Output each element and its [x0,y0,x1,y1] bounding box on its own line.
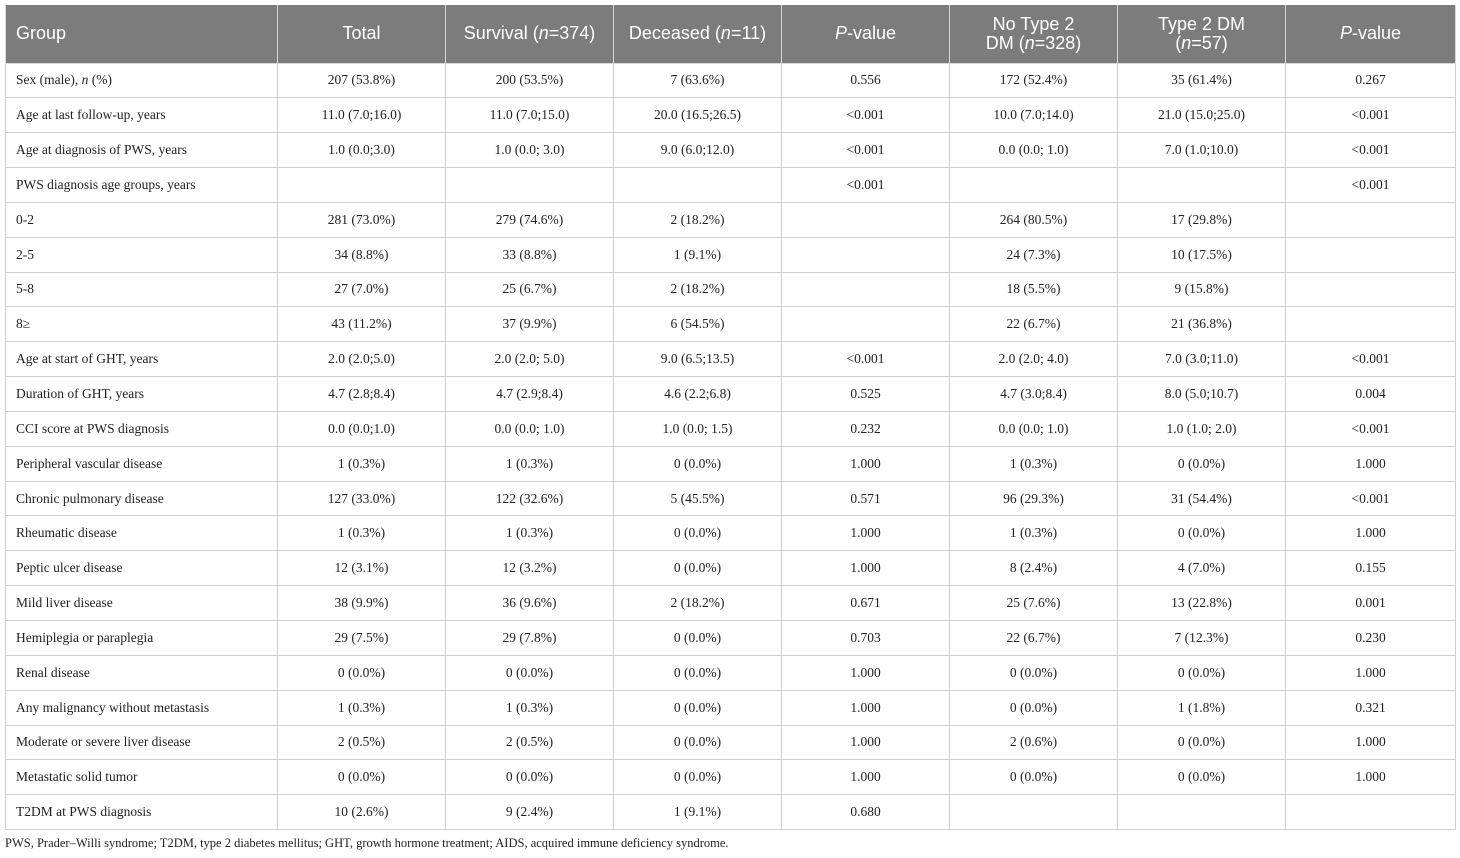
cell-total: 34 (8.8%) [278,237,446,272]
cell-pvalue-dm: 0.321 [1286,690,1456,725]
cell-no-type2-dm: 1 (0.3%) [950,516,1118,551]
cell-no-type2-dm: 4.7 (3.0;8.4) [950,377,1118,412]
row-label: Sex (male), n (%) [6,63,278,98]
cell-total: 38 (9.9%) [278,586,446,621]
header-deceased: Deceased (n=11) [614,5,782,63]
cell-pvalue-survival: 1.000 [782,446,950,481]
cell-total: 12 (3.1%) [278,551,446,586]
row-label: Age at last follow-up, years [6,98,278,133]
cell-deceased: 5 (45.5%) [614,481,782,516]
cell-deceased: 2 (18.2%) [614,272,782,307]
cell-deceased: 20.0 (16.5;26.5) [614,98,782,133]
table-row [6,516,1456,551]
cell-survival: 36 (9.6%) [446,586,614,621]
cell-type2-dm: 21 (36.8%) [1118,307,1286,342]
cell-total: 4.7 (2.8;8.4) [278,377,446,412]
row-label: Duration of GHT, years [6,377,278,412]
cell-pvalue-dm: <0.001 [1286,411,1456,446]
table-row [6,377,1456,412]
row-label: 2-5 [6,237,278,272]
cell-total: 1 (0.3%) [278,446,446,481]
cell-deceased: 1 (9.1%) [614,237,782,272]
cell-survival: 0 (0.0%) [446,655,614,690]
table-row [6,446,1456,481]
cell-no-type2-dm: 8 (2.4%) [950,551,1118,586]
cell-type2-dm: 35 (61.4%) [1118,63,1286,98]
table-row [6,481,1456,516]
cell-total: 29 (7.5%) [278,621,446,656]
cell-deceased: 6 (54.5%) [614,307,782,342]
cell-no-type2-dm: 22 (6.7%) [950,307,1118,342]
table-row [6,411,1456,446]
cell-total: 2 (0.5%) [278,725,446,760]
cell-total: 11.0 (7.0;16.0) [278,98,446,133]
cell-pvalue-dm: 1.000 [1286,655,1456,690]
cell-deceased: 0 (0.0%) [614,760,782,795]
cell-total: 27 (7.0%) [278,272,446,307]
cell-survival: 4.7 (2.9;8.4) [446,377,614,412]
cell-deceased: 9.0 (6.5;13.5) [614,342,782,377]
cell-pvalue-dm: 1.000 [1286,760,1456,795]
row-label: Peptic ulcer disease [6,551,278,586]
cell-pvalue-dm: 1.000 [1286,725,1456,760]
cell-type2-dm: 4 (7.0%) [1118,551,1286,586]
cell-pvalue-survival: <0.001 [782,98,950,133]
cell-pvalue-dm: <0.001 [1286,133,1456,168]
header-row [6,5,1456,63]
cell-pvalue-survival: 0.703 [782,621,950,656]
characteristics-table [5,5,1456,830]
cell-no-type2-dm: 24 (7.3%) [950,237,1118,272]
cell-pvalue-dm: 0.004 [1286,377,1456,412]
header-no-type2-dm: No Type 2 DM (n=328) [950,5,1118,63]
table-row [6,760,1456,795]
header-pvalue-survival: P-value [782,5,950,63]
header-group: Group [6,5,278,63]
cell-survival: 12 (3.2%) [446,551,614,586]
cell-pvalue-dm: <0.001 [1286,98,1456,133]
row-label: Peripheral vascular disease [6,446,278,481]
table-footnote: PWS, Prader–Willi syndrome; T2DM, type 2 diabetes mellitus; GHT, growth hormone treatment; AIDS, acquired immune deficiency syndrome. [5,836,729,850]
cell-no-type2-dm: 0 (0.0%) [950,655,1118,690]
cell-total: 10 (2.6%) [278,795,446,830]
cell-deceased: 2 (18.2%) [614,202,782,237]
cell-survival: 9 (2.4%) [446,795,614,830]
cell-no-type2-dm: 2.0 (2.0; 4.0) [950,342,1118,377]
cell-pvalue-dm: <0.001 [1286,481,1456,516]
cell-deceased: 0 (0.0%) [614,551,782,586]
cell-survival: 2.0 (2.0; 5.0) [446,342,614,377]
cell-total: 2.0 (2.0;5.0) [278,342,446,377]
cell-survival: 37 (9.9%) [446,307,614,342]
cell-no-type2-dm: 0.0 (0.0; 1.0) [950,133,1118,168]
cell-pvalue-dm: 1.000 [1286,446,1456,481]
cell-type2-dm: 7.0 (3.0;11.0) [1118,342,1286,377]
cell-pvalue-survival: 1.000 [782,760,950,795]
cell-total: 281 (73.0%) [278,202,446,237]
cell-pvalue-dm [1286,202,1456,237]
cell-survival: 29 (7.8%) [446,621,614,656]
cell-type2-dm [1118,168,1286,203]
cell-total: 0 (0.0%) [278,655,446,690]
cell-no-type2-dm: 172 (52.4%) [950,63,1118,98]
row-label: Chronic pulmonary disease [6,481,278,516]
row-label: Metastatic solid tumor [6,760,278,795]
row-label: Age at start of GHT, years [6,342,278,377]
cell-type2-dm: 8.0 (5.0;10.7) [1118,377,1286,412]
cell-deceased: 0 (0.0%) [614,725,782,760]
table-row [6,168,1456,203]
cell-type2-dm: 21.0 (15.0;25.0) [1118,98,1286,133]
cell-deceased: 9.0 (6.0;12.0) [614,133,782,168]
cell-no-type2-dm: 0 (0.0%) [950,690,1118,725]
cell-survival: 1 (0.3%) [446,690,614,725]
cell-pvalue-survival [782,237,950,272]
row-label: T2DM at PWS diagnosis [6,795,278,830]
table-row [6,725,1456,760]
cell-pvalue-dm: 0.155 [1286,551,1456,586]
cell-total: 207 (53.8%) [278,63,446,98]
header-total: Total [278,5,446,63]
table-row [6,551,1456,586]
cell-pvalue-dm: 0.230 [1286,621,1456,656]
cell-pvalue-survival [782,307,950,342]
cell-deceased: 1.0 (0.0; 1.5) [614,411,782,446]
cell-no-type2-dm: 1 (0.3%) [950,446,1118,481]
cell-survival [446,168,614,203]
cell-no-type2-dm: 0 (0.0%) [950,760,1118,795]
cell-no-type2-dm [950,795,1118,830]
cell-no-type2-dm: 10.0 (7.0;14.0) [950,98,1118,133]
cell-total: 127 (33.0%) [278,481,446,516]
cell-survival: 0.0 (0.0; 1.0) [446,411,614,446]
cell-pvalue-survival: 1.000 [782,690,950,725]
row-label: Moderate or severe liver disease [6,725,278,760]
cell-pvalue-survival: 0.571 [782,481,950,516]
table-row [6,621,1456,656]
cell-pvalue-survival: <0.001 [782,168,950,203]
cell-deceased: 0 (0.0%) [614,516,782,551]
cell-deceased: 2 (18.2%) [614,586,782,621]
row-label: Mild liver disease [6,586,278,621]
cell-pvalue-survival: 1.000 [782,551,950,586]
cell-total [278,168,446,203]
cell-type2-dm: 31 (54.4%) [1118,481,1286,516]
cell-total: 1 (0.3%) [278,516,446,551]
row-label: PWS diagnosis age groups, years [6,168,278,203]
cell-survival: 1 (0.3%) [446,446,614,481]
cell-pvalue-survival: <0.001 [782,133,950,168]
cell-survival: 279 (74.6%) [446,202,614,237]
cell-type2-dm: 0 (0.0%) [1118,760,1286,795]
cell-deceased: 0 (0.0%) [614,446,782,481]
cell-total: 1.0 (0.0;3.0) [278,133,446,168]
cell-pvalue-dm [1286,272,1456,307]
cell-pvalue-dm: 0.001 [1286,586,1456,621]
cell-deceased: 0 (0.0%) [614,621,782,656]
cell-survival: 33 (8.8%) [446,237,614,272]
cell-deceased: 4.6 (2.2;6.8) [614,377,782,412]
cell-survival: 0 (0.0%) [446,760,614,795]
cell-type2-dm: 9 (15.8%) [1118,272,1286,307]
table-row [6,342,1456,377]
table-row [6,133,1456,168]
cell-deceased: 1 (9.1%) [614,795,782,830]
cell-pvalue-survival: 1.000 [782,516,950,551]
row-label: 0-2 [6,202,278,237]
cell-type2-dm: 0 (0.0%) [1118,655,1286,690]
cell-total: 0.0 (0.0;1.0) [278,411,446,446]
cell-pvalue-survival: <0.001 [782,342,950,377]
cell-pvalue-survival: 0.525 [782,377,950,412]
cell-type2-dm: 10 (17.5%) [1118,237,1286,272]
cell-pvalue-survival: 0.232 [782,411,950,446]
cell-pvalue-survival: 0.680 [782,795,950,830]
cell-no-type2-dm: 22 (6.7%) [950,621,1118,656]
table-row [6,307,1456,342]
cell-type2-dm: 0 (0.0%) [1118,516,1286,551]
cell-pvalue-survival: 1.000 [782,655,950,690]
row-label: 5-8 [6,272,278,307]
cell-type2-dm: 7.0 (1.0;10.0) [1118,133,1286,168]
cell-pvalue-dm: 1.000 [1286,516,1456,551]
cell-pvalue-dm [1286,237,1456,272]
cell-type2-dm: 0 (0.0%) [1118,446,1286,481]
cell-pvalue-survival: 0.671 [782,586,950,621]
cell-type2-dm [1118,795,1286,830]
cell-deceased: 0 (0.0%) [614,690,782,725]
cell-deceased: 7 (63.6%) [614,63,782,98]
table-row [6,795,1456,830]
cell-total: 43 (11.2%) [278,307,446,342]
table-row [6,655,1456,690]
cell-no-type2-dm: 96 (29.3%) [950,481,1118,516]
row-label: 8≥ [6,307,278,342]
cell-type2-dm: 1 (1.8%) [1118,690,1286,725]
cell-type2-dm: 13 (22.8%) [1118,586,1286,621]
row-label: Age at diagnosis of PWS, years [6,133,278,168]
cell-type2-dm: 0 (0.0%) [1118,725,1286,760]
cell-no-type2-dm: 2 (0.6%) [950,725,1118,760]
row-label: Renal disease [6,655,278,690]
table-row [6,237,1456,272]
table-row [6,272,1456,307]
cell-total: 1 (0.3%) [278,690,446,725]
row-label: Rheumatic disease [6,516,278,551]
cell-pvalue-survival [782,202,950,237]
cell-type2-dm: 17 (29.8%) [1118,202,1286,237]
cell-survival: 11.0 (7.0;15.0) [446,98,614,133]
cell-type2-dm: 7 (12.3%) [1118,621,1286,656]
cell-survival: 1 (0.3%) [446,516,614,551]
cell-no-type2-dm: 25 (7.6%) [950,586,1118,621]
header-survival: Survival (n=374) [446,5,614,63]
table-row [6,586,1456,621]
cell-pvalue-survival [782,272,950,307]
table-row [6,98,1456,133]
cell-pvalue-dm: <0.001 [1286,342,1456,377]
cell-pvalue-dm [1286,307,1456,342]
row-label: CCI score at PWS diagnosis [6,411,278,446]
table-row [6,690,1456,725]
cell-pvalue-survival: 0.556 [782,63,950,98]
row-label: Any malignancy without metastasis [6,690,278,725]
cell-deceased [614,168,782,203]
table-header [6,5,1456,63]
cell-pvalue-dm [1286,795,1456,830]
cell-no-type2-dm: 18 (5.5%) [950,272,1118,307]
data-table-container [5,5,1455,830]
cell-total: 0 (0.0%) [278,760,446,795]
cell-no-type2-dm [950,168,1118,203]
cell-survival: 1.0 (0.0; 3.0) [446,133,614,168]
table-row [6,63,1456,98]
cell-no-type2-dm: 264 (80.5%) [950,202,1118,237]
cell-survival: 2 (0.5%) [446,725,614,760]
cell-survival: 25 (6.7%) [446,272,614,307]
cell-pvalue-survival: 1.000 [782,725,950,760]
cell-pvalue-dm: 0.267 [1286,63,1456,98]
row-label: Hemiplegia or paraplegia [6,621,278,656]
table-body [6,63,1456,830]
header-type2-dm: Type 2 DM (n=57) [1118,5,1286,63]
cell-deceased: 0 (0.0%) [614,655,782,690]
table-row [6,202,1456,237]
cell-type2-dm: 1.0 (1.0; 2.0) [1118,411,1286,446]
cell-pvalue-dm: <0.001 [1286,168,1456,203]
header-pvalue-dm: P-value [1286,5,1456,63]
cell-no-type2-dm: 0.0 (0.0; 1.0) [950,411,1118,446]
cell-survival: 200 (53.5%) [446,63,614,98]
cell-survival: 122 (32.6%) [446,481,614,516]
